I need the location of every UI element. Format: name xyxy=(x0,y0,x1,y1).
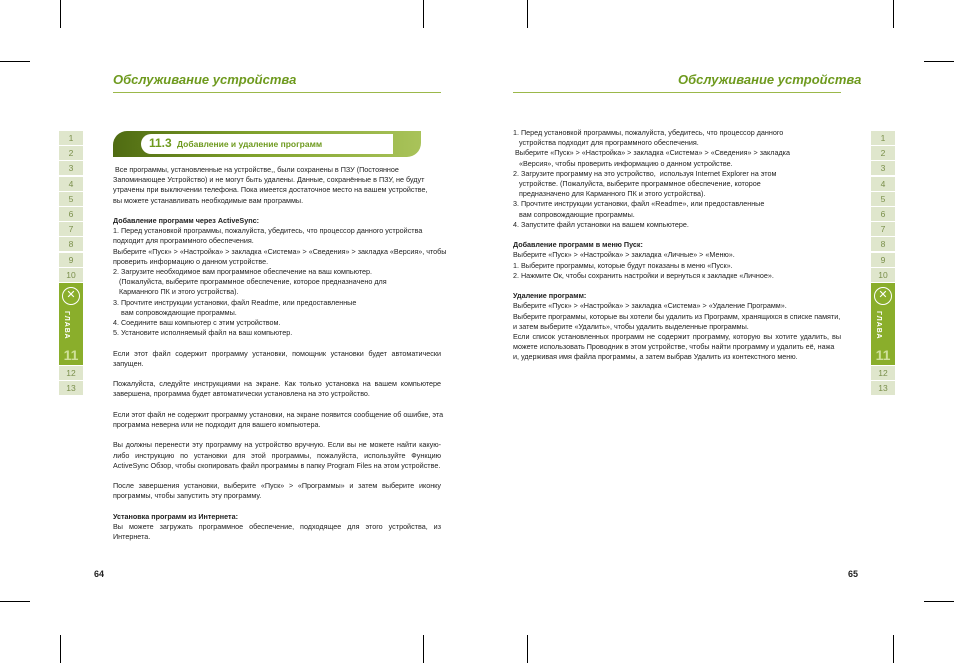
text-line: можете использовать Проводник в этом устройстве, чтобы найти программу и удалить её, нажа xyxy=(513,342,835,352)
crop-mark xyxy=(893,0,894,28)
text-line: 1. Выберите программы, которые будут показаны в меню «Пуск». xyxy=(513,260,733,270)
chapter-tab[interactable]: 1 xyxy=(59,131,83,145)
crop-mark xyxy=(0,61,30,62)
tools-icon: ✕ xyxy=(62,287,80,305)
tools-icon: ✕ xyxy=(874,287,892,305)
text-line: устройства подходит для программного обеспечения. xyxy=(513,138,699,148)
left-body-text xyxy=(113,165,447,542)
paragraph-gap xyxy=(113,369,441,379)
text-line: 1. Перед установкой программы, пожалуйста, убедитесь, что процессор данного устройства xyxy=(113,226,423,236)
text-line: Все программы, установленные на устройстве,, были сохранены в ПЗУ (Постоянное xyxy=(113,165,399,174)
crop-mark xyxy=(924,61,954,62)
text-line: Интернета. xyxy=(113,532,151,542)
text-line: запущен. xyxy=(113,358,144,368)
crop-mark xyxy=(0,601,30,602)
text-line: программа неверна или не подходит для вашего компьютера. xyxy=(113,420,321,430)
right-page-number: 65 xyxy=(848,569,859,579)
paragraph-gap xyxy=(113,502,441,512)
chapter-tab[interactable]: 4 xyxy=(59,177,83,191)
text-line: (Пожалуйста, выберите программное обеспечение, которое предназначено для xyxy=(113,277,387,287)
chapter-label: ГЛАВА xyxy=(63,310,70,340)
text-line: Выберите программы, которые вы хотели бы удалить из Программ, хранящихся в списке памяти, xyxy=(513,311,841,321)
text-line: Пожалуйста, следуйте инструкциями на экране. Как только установка на вашем компьютере xyxy=(113,379,441,389)
chapter-number: 11 xyxy=(875,346,891,363)
text-line: завершена, программа будет автоматически установлена на это устройство. xyxy=(113,389,370,399)
text-line: Выберите «Пуск» > «Настройка» > закладка «Система» > «Сведения» > закладка «Версия», чтобы xyxy=(113,246,447,256)
text-line: вам сопровождающие программы. xyxy=(513,209,635,219)
text-line: либо инструкцию по установки для этой программы, пожалуйста, используйте Функцию xyxy=(113,450,441,460)
section-header xyxy=(113,131,421,157)
right-chapter-tabs xyxy=(871,131,895,396)
paragraph-gap xyxy=(513,230,841,240)
chapter-tab[interactable]: 3 xyxy=(59,161,83,175)
text-line: 3. Прочтите инструкции установки, файл Readme, или предоставленные xyxy=(113,297,357,307)
text-line: 2. Загрузите программу на это устройство, используя Internet Explorer на этом xyxy=(513,168,777,178)
chapter-tab[interactable]: 13 xyxy=(871,381,895,395)
text-line: предназначено для Карманного ПК и этого устройства). xyxy=(513,189,706,199)
chapter-tab[interactable]: 13 xyxy=(59,381,83,395)
chapter-tab[interactable]: 6 xyxy=(871,207,895,221)
text-line: 3. Прочтите инструкции установки, файл «Readme», или предоставленные xyxy=(513,199,765,209)
left-page-title: Обслуживание устройства xyxy=(113,72,297,87)
chapter-tab[interactable]: 2 xyxy=(871,146,895,160)
text-line: Выберите «Пуск» > «Настройка» > закладка «Личные» > «Меню». xyxy=(513,250,735,260)
text-line: Выберите «Пуск» > «Настройка» > закладка «Система» > «Сведения» > закладка xyxy=(513,148,790,158)
chapter-tab[interactable]: 12 xyxy=(59,366,83,380)
text-line: 4. Запустите файл установки на вашем компьютере. xyxy=(513,219,689,229)
text-line: подходит для программного обеспечения. xyxy=(113,236,254,246)
left-chapter-tabs xyxy=(59,131,83,396)
chapter-tab[interactable]: 3 xyxy=(871,161,895,175)
chapter-tab[interactable]: 10 xyxy=(871,268,895,282)
text-line: 2. Нажмите Ок, чтобы сохранить настройки и вернуться к закладке «Личное». xyxy=(513,270,774,280)
text-line: 4. Соедините ваш компьютер с этим устройством. xyxy=(113,318,281,328)
chapter-tab[interactable]: 5 xyxy=(59,192,83,206)
subsection-heading: Добавление программ в меню Пуск: xyxy=(513,240,643,250)
text-line: 1. Перед установкой программы, пожалуйста, убедитесь, что процессор данного xyxy=(513,128,784,137)
text-line: Если этот файл содержит программу установки, помощник установки будет автоматически xyxy=(113,348,441,358)
left-page-number: 64 xyxy=(94,569,105,579)
text-line: ActiveSync Обзор, чтобы скопировать файл программы в папку Program Files на этом устройстве. xyxy=(113,460,441,470)
text-line: вы можете устанавливать необходимые вам программы. xyxy=(113,195,304,205)
chapter-tab[interactable]: 8 xyxy=(59,237,83,251)
chapter-tab[interactable]: 2 xyxy=(59,146,83,160)
left-title-rule xyxy=(113,92,441,93)
text-line: проверить информацию о данном устройстве. xyxy=(113,256,269,266)
paragraph-gap xyxy=(113,338,441,348)
paragraph-gap xyxy=(113,206,441,216)
crop-mark xyxy=(527,635,528,663)
crop-mark xyxy=(60,0,61,28)
text-line: Если этот файл не содержит программу установки, на экране появится сообщение об ошибке, эта xyxy=(113,409,444,419)
paragraph-gap xyxy=(113,471,441,481)
paragraph-gap xyxy=(113,430,441,440)
text-line: Карманного ПК и этого устройства). xyxy=(113,287,239,297)
chapter-tab[interactable]: 8 xyxy=(871,237,895,251)
text-line: Выберите «Пуск» > «Настройка» > закладка «Система» > «Удаление Программ». xyxy=(513,301,787,311)
text-line: «Версия», чтобы проверить информацию о данном устройстве. xyxy=(513,158,733,168)
subsection-heading: Добавление программ через ActiveSync: xyxy=(113,216,259,225)
section-number: 11.3 xyxy=(149,136,172,150)
right-page-title: Обслуживание устройства xyxy=(678,72,862,87)
text-line: Вы можете загружать программное обеспечение, подходящее для этого устройства, из xyxy=(113,522,441,531)
chapter-tab[interactable]: 9 xyxy=(59,253,83,267)
subsection-heading: Удаление программ: xyxy=(513,291,587,301)
chapter-tab[interactable]: 5 xyxy=(871,192,895,206)
crop-mark xyxy=(423,635,424,663)
crop-mark xyxy=(924,601,954,602)
crop-mark xyxy=(423,0,424,28)
text-line: Если список установленных программ не содержит программу, которую вы хотите удалить, вы xyxy=(513,332,841,342)
text-line: После завершения установки, выберите «Пуск» > «Программы» и затем выберите иконку xyxy=(113,481,441,491)
paragraph-gap xyxy=(113,400,441,410)
text-line: и затем выберите «Удалить», чтобы удалить выделенные программы. xyxy=(513,321,749,331)
crop-mark xyxy=(60,635,61,663)
text-line: программы, чтобы запустить эту программу. xyxy=(113,491,262,501)
current-chapter-tab xyxy=(871,283,895,365)
crop-mark xyxy=(893,635,894,663)
current-chapter-tab xyxy=(59,283,83,365)
text-line: Запоминающее Устройство) и не могут быть удалены. Данные, сохранённые в ПЗУ, не будут xyxy=(113,175,425,185)
right-body-text xyxy=(513,128,841,363)
section-title: Добавление и удаление программ xyxy=(177,139,323,149)
text-line: и, удерживая имя файла программы, а затем выбрав Удалить из контекстного меню. xyxy=(513,352,798,362)
text-line: 5. Установите исполняемый файл на ваш компьютер. xyxy=(113,328,293,338)
chapter-label: ГЛАВА xyxy=(875,310,882,340)
text-line: устройстве. (Пожалуйста, выберите программное обеспечение, которое xyxy=(513,179,761,189)
paragraph-gap xyxy=(513,281,841,291)
chapter-tab[interactable]: 6 xyxy=(59,207,83,221)
chapter-tab[interactable]: 1 xyxy=(871,131,895,145)
right-title-rule xyxy=(513,92,841,93)
crop-mark xyxy=(527,0,528,28)
subsection-heading: Установка программ из Интернета: xyxy=(113,511,238,521)
chapter-tab[interactable]: 7 xyxy=(871,222,895,236)
chapter-tab[interactable]: 9 xyxy=(871,253,895,267)
text-line: 2. Загрузите необходимое вам программное обеспечение на ваш компьютер. xyxy=(113,267,373,277)
text-line: утрачены при выключении телефона. Пока имеется достаточное место на вашем устройстве, xyxy=(113,185,428,195)
chapter-tab[interactable]: 12 xyxy=(871,366,895,380)
chapter-number: 11 xyxy=(63,346,79,363)
text-line: Вы должны перенести эту программу на устройство вручную. Если вы не можете найти какую- xyxy=(113,440,441,450)
chapter-tab[interactable]: 7 xyxy=(59,222,83,236)
chapter-tab[interactable]: 4 xyxy=(871,177,895,191)
text-line: вам сопровождающие программы. xyxy=(113,307,237,317)
chapter-tab[interactable]: 10 xyxy=(59,268,83,282)
